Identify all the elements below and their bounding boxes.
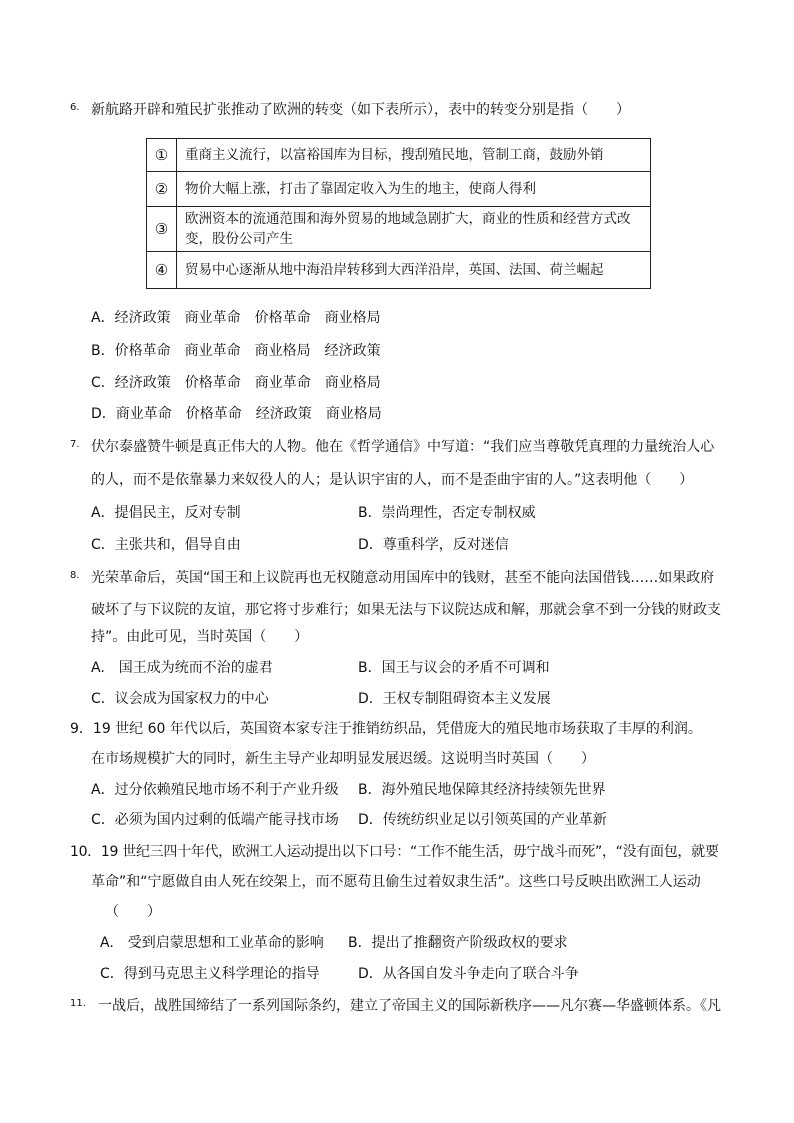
q10-line-3: （ ） (105, 904, 161, 920)
q9-line-1: 9．19 世纪 60 年代以后，英国资本家专注于推销纺织品，凭借庞大的殖民地市场获取了丰厚的利润。 (70, 721, 702, 737)
table-row (147, 172, 651, 207)
q7-option-a: A．提倡民主，反对专制 (91, 505, 241, 521)
q10-line-1: 10．19 世纪三四十年代，欧洲工人运动提出以下口号：“工作不能生活，毋宁战斗而死”，“没有面包，就要 (70, 844, 719, 860)
q7-line-1: 伏尔泰盛赞牛顿是真正伟大的人物。他在《哲学通信》中写道：“我们应当尊敬凭真理的力量统治人心 (91, 439, 715, 455)
q9-option-b: B．海外殖民地保障其经济持续领先世界 (358, 782, 606, 798)
q6-option-c: C．经济政策 价格革命 商业革命 商业格局 (91, 375, 381, 391)
table-cell: 贸易中心逐渐从地中海沿岸转移到大西洋沿岸，英国、法国、荷兰崛起 (177, 252, 651, 289)
q7-option-d: D．尊重科学，反对迷信 (358, 537, 509, 553)
q11-number: 11. (70, 998, 86, 1009)
q9-line-2: 在市场规模扩大的同时，新生主导产业却明显发展迟缓。这说明当时英国（ ） (91, 751, 595, 767)
q10-option-c: C．得到马克思主义科学理论的指导 (100, 966, 320, 982)
table-row (147, 207, 651, 252)
q8-option-c: C．议会成为国家权力的中心 (91, 691, 269, 707)
q10-option-a: A. 受到启蒙思想和工业革命的影响 (100, 935, 324, 951)
q6-table (146, 138, 651, 289)
table-cell: 欧洲资本的流通范围和海外贸易的地域急剧扩大，商业的性质和经营方式改变，股份公司产生 (177, 207, 651, 252)
q6-number: 6. (70, 102, 80, 113)
q8-line-1: 光荣革命后，英国“国王和上议院再也无权随意动用国库中的钱财，甚至不能向法国借钱……如果政府 (91, 570, 715, 586)
q6-option-b: B．价格革命 商业革命 商业格局 经济政策 (91, 343, 381, 359)
q9-option-d: D．传统纺织业足以引领英国的产业革新 (358, 812, 607, 828)
q11-line-1: 一战后，战胜国缔结了一系列国际条约，建立了帝国主义的国际新秩序——凡尔赛—华盛顿体系。《凡 (98, 998, 721, 1014)
table-cell: 物价大幅上涨，打击了靠固定收入为生的地主，使商人得利 (177, 172, 651, 207)
q8-line-2: 破坏了与下议院的友谊，那它将寸步难行；如果无法与下议院达成和解，那就会拿不到一分钱的财政支 (91, 602, 721, 618)
q8-option-a: A. 国王成为统而不治的虚君 (91, 660, 273, 676)
table-marker: ① (147, 139, 177, 172)
q6-option-a: A．经济政策 商业革命 价格革命 商业格局 (91, 310, 381, 326)
q7-number: 7. (70, 439, 80, 450)
q6-option-d: D．商业革命 价格革命 经济政策 商业格局 (91, 406, 382, 422)
table-row (147, 252, 651, 289)
q10-option-b: B．提出了推翻资产阶级政权的要求 (348, 935, 568, 951)
q7-line-2: 的人，而不是依靠暴力来奴役人的人；是认识宇宙的人，而不是歪曲宇宙的人。”这表明他（ ） (91, 472, 694, 488)
q10-option-d: D．从各国自发斗争走向了联合斗争 (358, 966, 579, 982)
q6-stem: 新航路开辟和殖民扩张推动了欧洲的转变（如下表所示），表中的转变分别是指（ ） (91, 102, 630, 118)
q8-option-b: B．国王与议会的矛盾不可调和 (358, 660, 550, 676)
q8-option-d: D．王权专制阻碍资本主义发展 (358, 691, 551, 707)
q7-option-c: C．主张共和，倡导自由 (91, 537, 241, 553)
table-marker: ③ (147, 207, 177, 252)
q8-number: 8. (70, 570, 80, 581)
q9-option-c: C．必须为国内过剩的低端产能寻找市场 (91, 812, 339, 828)
table-marker: ④ (147, 252, 177, 289)
q10-line-2: 革命”和“宁愿做自由人死在绞架上，而不愿苟且偷生过着奴隶生活”。这些口号反映出欧洲工人运动 (91, 874, 701, 890)
table-row (147, 139, 651, 172)
table-marker: ② (147, 172, 177, 207)
table-cell: 重商主义流行，以富裕国库为目标，搜刮殖民地，管制工商，鼓励外销 (177, 139, 651, 172)
q8-line-3: 持”。由此可见，当时英国（ ） (91, 629, 309, 645)
q7-option-b: B．崇尚理性，否定专制权威 (358, 505, 536, 521)
q9-option-a: A．过分依赖殖民地市场不利于产业升级 (91, 782, 339, 798)
